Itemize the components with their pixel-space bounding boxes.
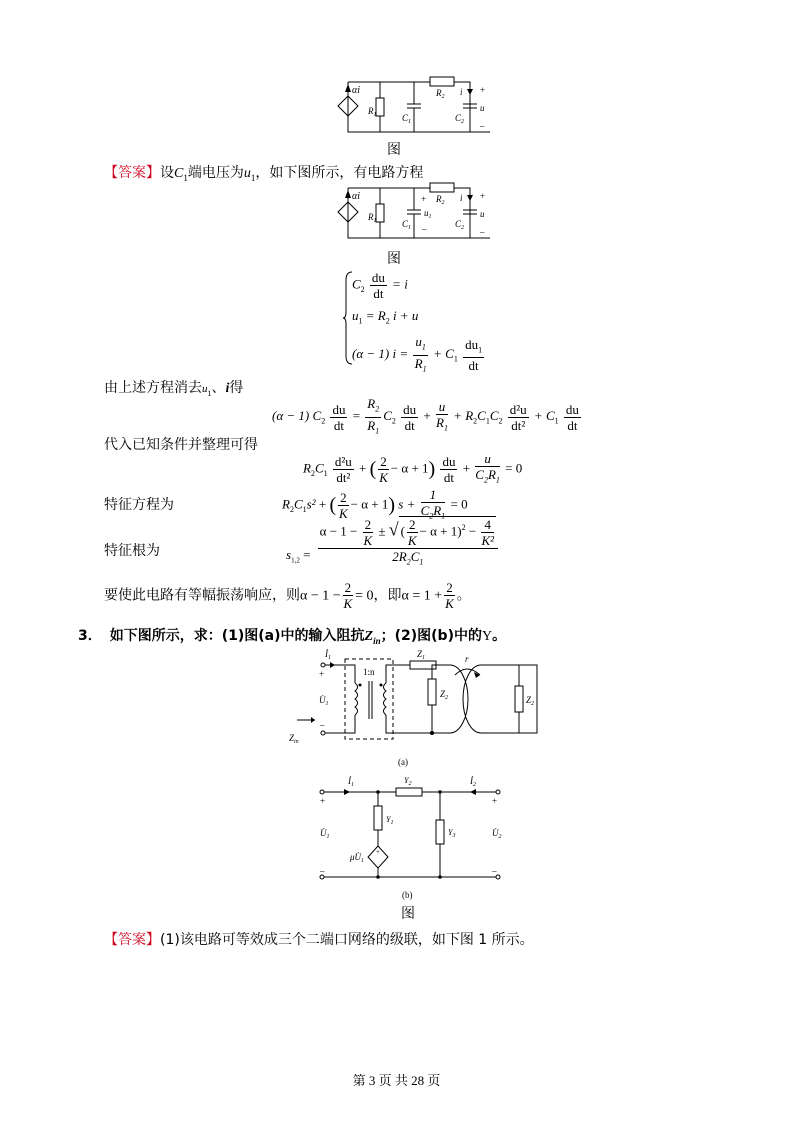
label-z2: Z — [440, 689, 446, 699]
label-i1: İ — [325, 649, 328, 659]
svg-text:Y2: $Y_2$ — [404, 776, 412, 787]
svg-text:C2: $C_2$ — [455, 113, 465, 125]
svg-text:+: + — [376, 848, 380, 856]
svg-text:Z1: $Z_1$ — [417, 649, 426, 661]
label-y1: Y — [386, 815, 391, 824]
char-eq-label: 特征方程为 — [104, 497, 174, 513]
circuit-figure-1 — [330, 68, 500, 138]
figure-b-title: 图 — [401, 906, 415, 922]
label-r: r — [465, 654, 469, 664]
label-c1: C — [402, 113, 409, 123]
label-i2-b: İ — [470, 776, 473, 786]
conclusion-line: 要使此电路有等幅振荡响应，则α − 1 − $\frac{2}{K}$ = 0，即α = 1 + $\frac{2}{K}$ 。 — [104, 580, 471, 611]
svg-text:U̇1: $U̇_1$ — [319, 695, 329, 707]
svg-text:Z2: $Z_2$ — [526, 695, 535, 707]
label-u1: U̇ — [319, 695, 326, 705]
svg-text:αi: αi — [352, 191, 361, 202]
label-minus: – — [480, 121, 485, 131]
svg-text:u: u — [480, 209, 485, 219]
svg-text:+: + — [480, 191, 486, 201]
svg-text:C1: $C_1$ — [402, 219, 412, 231]
question-3: 3． 如下图所示，求：(1)图(a)中的输入阻抗$Z_{in}$；(2)图(b)中的Y。 — [78, 628, 507, 646]
svg-text:u1: $u_1$ — [424, 208, 432, 220]
equation-after-elimination: (α − 1) $C_2$ $\frac{du}{dt}$ = $\frac{R_2}{R_1}$ $C_2$ $\frac{du}{dt}$ + $\frac{u}{R_1}$ + $R_2C_1C_2$ $\frac{\text{d²u}}{\text{dt²}}$ + $C_1$ $\frac{du}{dt}$ — [272, 396, 579, 436]
label-alpha-i: αi — [352, 85, 361, 96]
svg-text:Zin: $Z_{in}$ — [289, 733, 299, 745]
label-r1: R — [368, 106, 374, 116]
characteristic-roots: $s_{1,2}$ = α − 1 − $\frac{2}{K}$ ± √ ( $\frac{2}{K}$ − α + 1)$^2$ − $\frac{4}{\text{K²}}$ $2R_2C_1$ — [284, 516, 500, 570]
system-eq-1: $C_2$ $\frac{du}{dt}$ = i — [352, 270, 408, 301]
svg-text:Y1: $Y_1$ — [386, 815, 394, 826]
label-u2-b: U̇ — [492, 828, 499, 838]
system-eq-3: (α − 1) i = $\frac{u_1}{R_1}$ + $C_1$ $\frac{du_1}{dt}$ — [352, 334, 483, 374]
answer-1-line: 【答案】设$C_1$端电压为$u_1$，如下图所示，有电路方程 — [104, 165, 424, 183]
label-zin: Z — [289, 733, 295, 743]
figure-a-caption: (a) — [398, 757, 408, 767]
svg-text:–: – — [320, 720, 325, 730]
svg-text:İ1: $İ_1$ — [325, 649, 331, 661]
equation-rearranged: $R_2C_1$ $\frac{\text{d²u}}{\text{dt²}}$ + ( $\frac{2}{K}$ − α + 1) $\frac{du}{dt}$ + $\frac{u}{C_2R_1}$ = 0 — [303, 451, 523, 485]
page-footer: 第 3 页 共 28 页 — [352, 1073, 441, 1088]
label-plus: + — [480, 85, 486, 95]
svg-text:U̇1: $U̇_1$ — [320, 828, 330, 840]
label-y3: Y — [448, 828, 453, 837]
label-u1: u — [424, 208, 429, 218]
svg-text:–: – — [480, 227, 485, 237]
answer-tag: 【答案】 — [104, 165, 160, 181]
figure-1-caption: 图 — [387, 142, 401, 158]
svg-text:C2: $C_2$ — [455, 219, 465, 231]
characteristic-equation: $R_2C_1s^2$ + ( $\frac{2}{K}$ − α + 1) s + $\frac{1}{C_2R_1}$ = 0 — [282, 487, 468, 521]
label-c2: C — [455, 113, 462, 123]
answer-tag: 【答案】 — [104, 932, 160, 948]
figure-b-caption: (b) — [402, 890, 413, 900]
svg-text:Y3: $Y_3$ — [448, 828, 456, 839]
svg-text:C1: $C_1$ — [402, 113, 412, 125]
label-u1-b: U̇ — [320, 828, 327, 838]
label-z1: Z — [417, 649, 423, 659]
svg-text:Z2: $Z_2$ — [440, 689, 449, 701]
svg-text:–: – — [492, 866, 497, 876]
elimination-line: 由上述方程消去$u_1$、i得 — [104, 380, 244, 398]
label-minus-u1: – — [422, 224, 427, 234]
svg-text:αi — [352, 85, 360, 96]
svg-text:U̇2: $U̇_2$ — [492, 828, 502, 840]
circuit-figure-a — [285, 645, 540, 770]
svg-text:+: + — [320, 796, 326, 806]
svg-text:μU̇1: $\mu U̇_1$ — [350, 852, 365, 864]
answer-2-line: 【答案】(1)该电路可等效成三个二端口网络的级联，如下图 1 所示。 — [104, 932, 534, 948]
svg-text:R2: $R_2$ — [436, 194, 445, 206]
svg-text:İ1: $İ_1$ — [348, 776, 354, 788]
svg-text:R1: $R_1$ — [368, 106, 377, 118]
label-y2: Y — [404, 776, 409, 785]
svg-text:i: i — [460, 193, 463, 203]
svg-text:–: – — [320, 866, 325, 876]
label-u: u — [480, 103, 485, 113]
label-mu-u1: μU̇ — [350, 852, 362, 862]
svg-text:İ2: $İ_2$ — [470, 776, 476, 788]
svg-text:+: + — [492, 796, 498, 806]
label-ratio: 1:n — [363, 667, 375, 677]
label-i: i — [460, 87, 463, 97]
substitution-line: 代入已知条件并整理可得 — [104, 437, 258, 453]
label-r2: R — [436, 88, 442, 98]
char-root-label: 特征根为 — [104, 543, 160, 559]
figure-2-caption: 图 — [387, 251, 401, 267]
label-i1-b: İ — [348, 776, 351, 786]
system-eq-2: $u_1 = R_2$ i + u — [352, 308, 419, 326]
svg-text:R2: $R_2$ — [436, 88, 445, 100]
circuit-figure-b — [310, 770, 510, 902]
label-plus-u1: + — [421, 194, 427, 204]
circuit-figure-2 — [330, 180, 500, 250]
svg-text:+: + — [319, 669, 325, 679]
svg-text:R1: $R_1$ — [368, 212, 377, 224]
